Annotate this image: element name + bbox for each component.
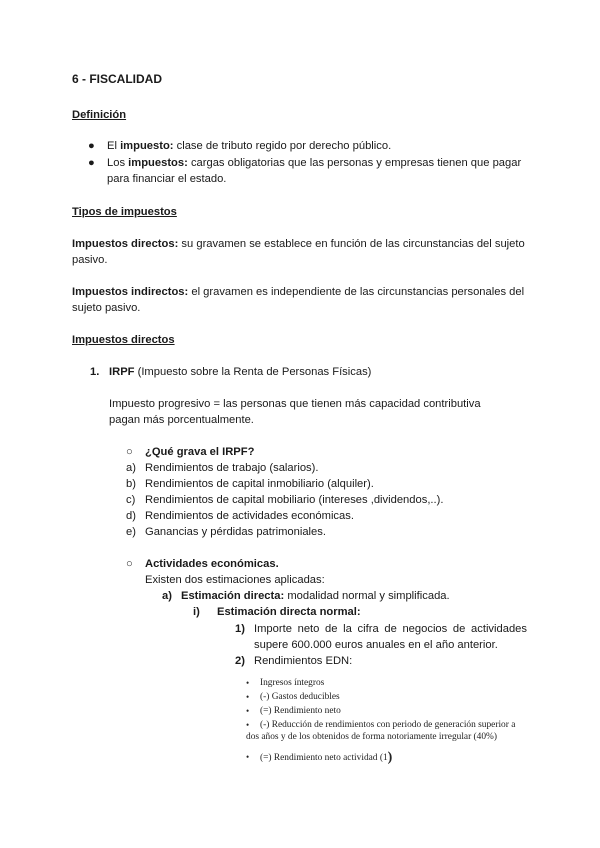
list-item: Rendimientos de capital mobiliario (intereses ,dividendos,..). (145, 494, 444, 506)
definicion-heading: Definición (72, 109, 127, 121)
indirectos-definition: Impuestos indirectos: el gravamen es independiente de las circunstancias personales del (72, 286, 525, 298)
indirectos-definition-cont: sujeto pasivo. (72, 302, 141, 314)
list-item: Rendimientos de capital inmobiliario (alquiler). (145, 478, 374, 490)
irpf-number: 1. (90, 366, 100, 378)
edn-item: (-) Reducción de rendimientos con periodo de generación superior a (260, 720, 516, 730)
bullet-dot-icon: ● (88, 157, 95, 169)
list-letter: c) (126, 494, 136, 506)
estimaciones-text: Existen dos estimaciones aplicadas: (145, 574, 325, 586)
estimacion-letter: a) (162, 590, 172, 602)
definicion-bullet-1: El impuesto: clase de tributo regido por derecho público. (107, 140, 392, 152)
edn-item: (=) Rendimiento neto (260, 706, 341, 716)
bullet-dot-icon: • (246, 752, 250, 762)
directos-definition: Impuestos directos: su gravamen se establece en función de las circunstancias del sujeto (72, 238, 525, 250)
edn-item: (=) Rendimiento neto actividad (1) (260, 750, 393, 765)
item1-text: Importe neto de la cifra de negocios de actividades (254, 623, 527, 635)
progresivo-text: Impuesto progresivo = las personas que tienen más capacidad contributiva (109, 398, 481, 410)
list-letter: d) (126, 510, 136, 522)
tipos-heading: Tipos de impuestos (72, 206, 177, 218)
definicion-bullet-2-cont: para financiar el estado. (107, 173, 227, 185)
section-title: 6 - FISCALIDAD (72, 72, 162, 86)
hollow-bullet-icon: ○ (126, 446, 133, 458)
hollow-bullet-icon: ○ (126, 558, 133, 570)
item1-text-cont: supere 600.000 euros anuales en el año anterior. (254, 639, 498, 651)
list-letter: a) (126, 462, 136, 474)
list-item: Ganancias y pérdidas patrimoniales. (145, 526, 326, 538)
list-letter: b) (126, 478, 136, 490)
bullet-dot-icon: • (246, 706, 250, 716)
list-item: Rendimientos de trabajo (salarios). (145, 462, 319, 474)
normal-heading: Estimación directa normal: (217, 606, 361, 618)
item2-text: Rendimientos EDN: (254, 655, 353, 667)
actividades-heading: Actividades económicas. (145, 558, 279, 570)
edn-item: (-) Gastos deducibles (260, 692, 340, 702)
item1-number: 1) (235, 623, 245, 635)
directos-definition-cont: pasivo. (72, 254, 108, 266)
bullet-dot-icon: • (246, 692, 250, 702)
estimacion-directa: Estimación directa: modalidad normal y simplificada. (181, 590, 450, 602)
bullet-dot-icon: • (246, 678, 250, 688)
normal-roman: i) (193, 606, 200, 618)
edn-item-cont: dos años y de los obtenidos de forma notoriamente irregular (40%) (246, 732, 497, 742)
impuestos-directos-heading: Impuestos directos (72, 334, 175, 346)
progresivo-text-cont: pagan más porcentualmente. (109, 414, 254, 426)
grava-heading: ¿Qué grava el IRPF? (145, 446, 255, 458)
edn-item: Ingresos íntegros (260, 678, 325, 688)
definicion-bullet-2: Los impuestos: cargas obligatorias que las personas y empresas tienen que pagar (107, 157, 522, 169)
item2-number: 2) (235, 655, 245, 667)
list-letter: e) (126, 526, 136, 538)
irpf-title: IRPF (Impuesto sobre la Renta de Personas Físicas) (109, 366, 372, 378)
bullet-dot-icon: • (246, 720, 250, 730)
bullet-dot-icon: ● (88, 140, 95, 152)
list-item: Rendimientos de actividades económicas. (145, 510, 354, 522)
